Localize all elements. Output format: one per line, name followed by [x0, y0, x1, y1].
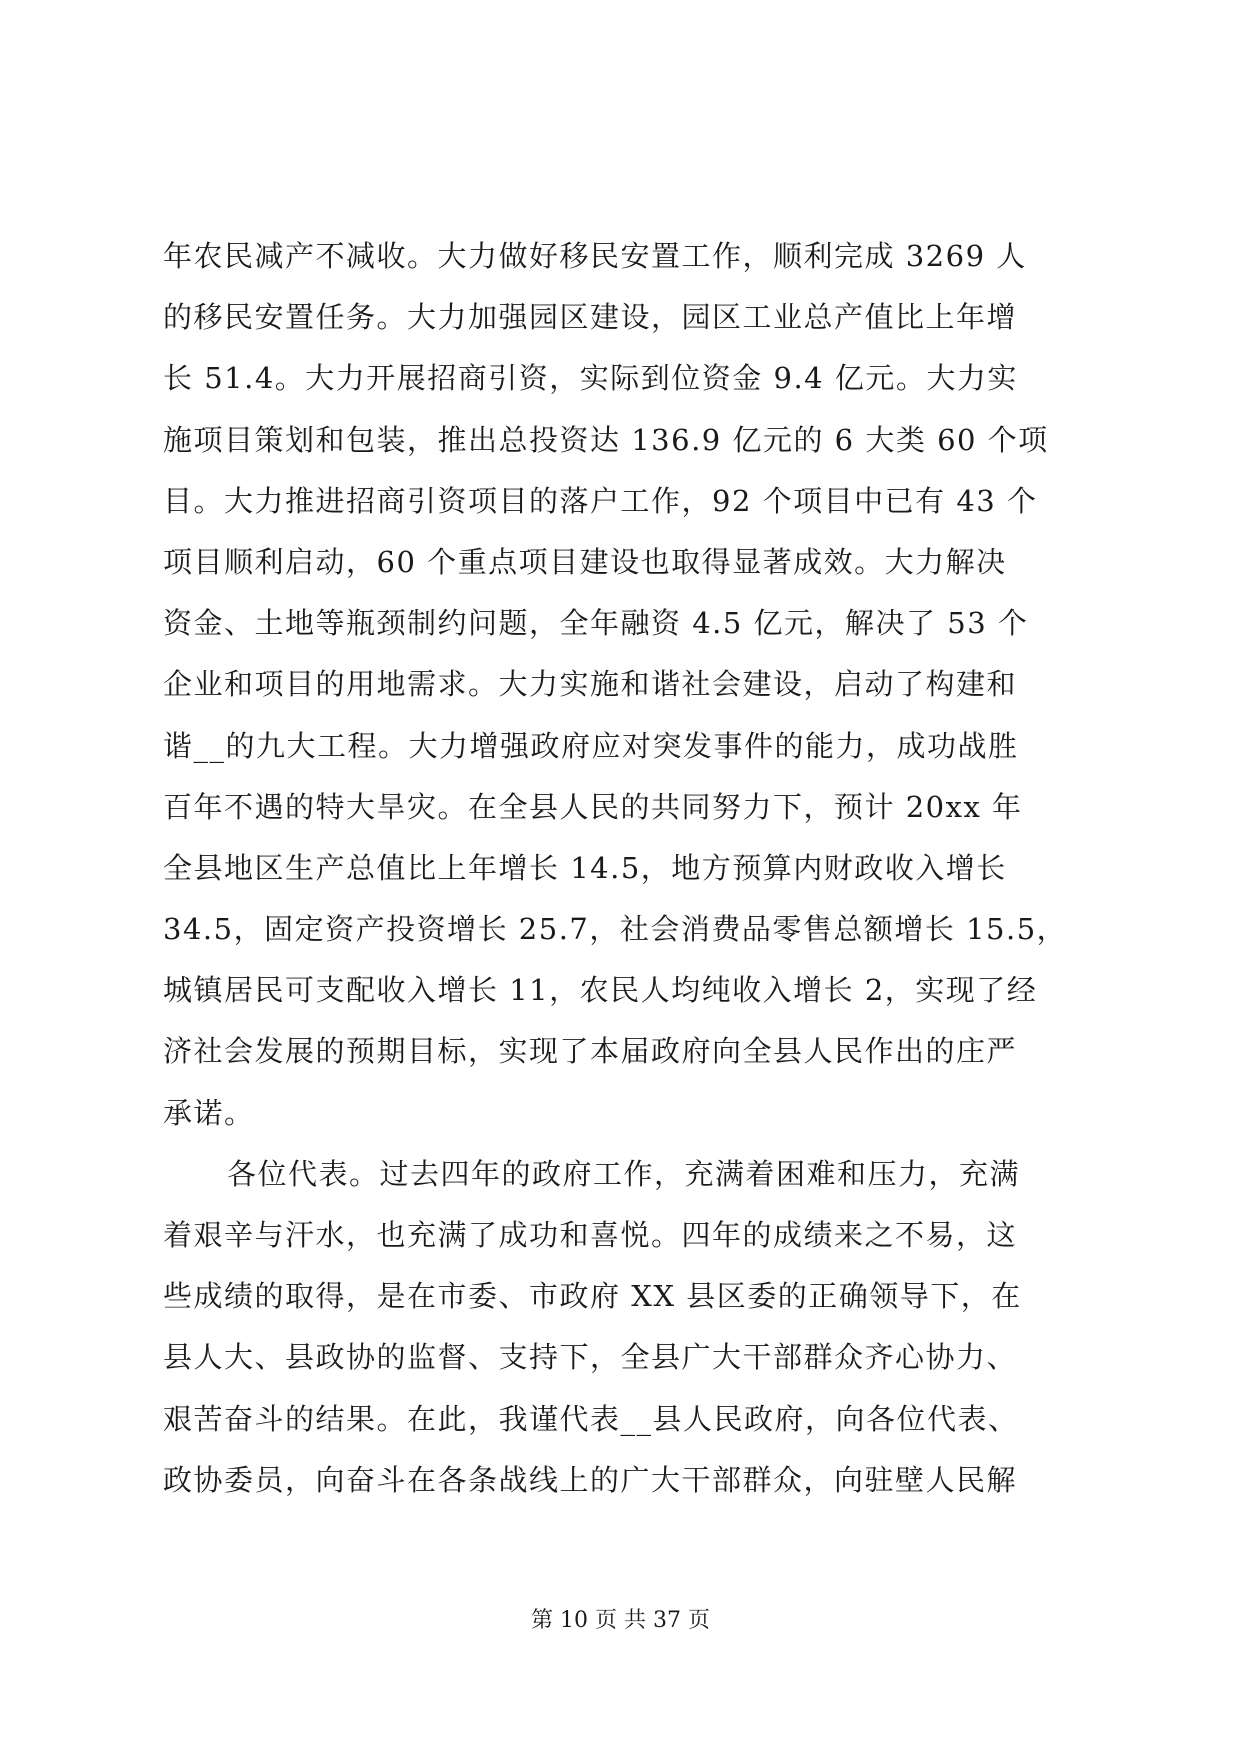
text-line: 县人大、县政协的监督、支持下，全县广大干部群众齐心协力、 [163, 1340, 1018, 1375]
text-line: 施项目策划和包装，推出总投资达 136.9 亿元的 6 大类 60 个项 [163, 422, 1049, 457]
text-line: 些成绩的取得，是在市委、市政府 XX 县区委的正确领导下，在 [163, 1279, 1022, 1314]
paragraph-first-line: 各位代表。过去四年的政府工作，充满着困难和压力，充满 [227, 1156, 1021, 1191]
text-line: 34.5，固定资产投资增长 25.7，社会消费品零售总额增长 15.5， [163, 912, 1068, 947]
text-line: 年农民减产不减收。大力做好移民安置工作，顺利完成 3269 人 [163, 239, 1027, 273]
text-line: 企业和项目的用地需求。大力实施和谐社会建设，启动了构建和 [163, 667, 1018, 702]
text-line: 长 51.4。大力开展招商引资，实际到位资金 9.4 亿元。大力实 [163, 361, 1018, 396]
text-line: 济社会发展的预期目标，实现了本届政府向全县人民作出的庄严 [163, 1034, 1018, 1069]
text-line: 城镇居民可支配收入增长 11，农民人均纯收入增长 2，实现了经 [163, 973, 1038, 1008]
text-line: 目。大力推进招商引资项目的落户工作，92 个项目中已有 43 个 [163, 483, 1038, 518]
text-line: 政协委员，向奋斗在各条战线上的广大干部群众，向驻壁人民解 [163, 1462, 1018, 1497]
text-line: 全县地区生产总值比上年增长 14.5，地方预算内财政收入增长 [163, 850, 1007, 885]
text-line: 谐__的九大工程。大力增强政府应对突发事件的能力，成功战胜 [163, 728, 1019, 763]
body-text [163, 226, 1083, 1511]
text-line: 的移民安置任务。大力加强园区建设，园区工业总产值比上年增 [163, 300, 1018, 335]
text-line: 资金、土地等瓶颈制约问题，全年融资 4.5 亿元，解决了 53 个 [163, 606, 1029, 641]
page-number-footer: 第 10 页 共 37 页 [531, 1608, 710, 1633]
text-line: 承诺。 [163, 1095, 255, 1130]
text-line: 百年不遇的特大旱灾。在全县人民的共同努力下，预计 20xx 年 [163, 789, 1023, 824]
text-line: 艰苦奋斗的结果。在此，我谨代表__县人民政府，向各位代表、 [163, 1401, 1019, 1436]
text-line: 项目顺利启动，60 个重点项目建设也取得显著成效。大力解决 [163, 544, 1007, 579]
text-line: 着艰辛与汗水，也充满了成功和喜悦。四年的成绩来之不易，这 [163, 1218, 1018, 1252]
